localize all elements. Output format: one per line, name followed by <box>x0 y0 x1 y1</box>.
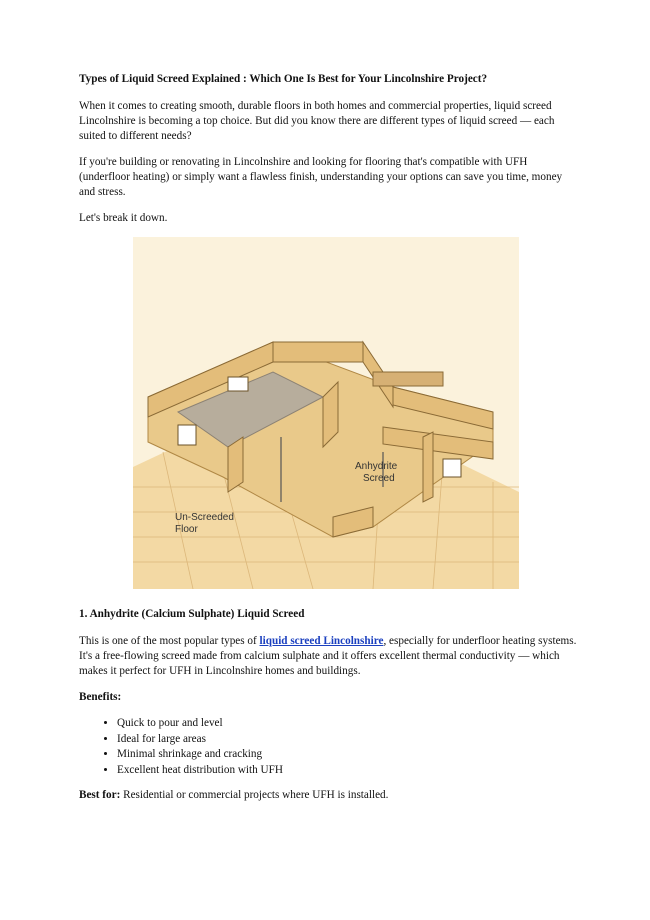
benefits-list <box>79 716 579 778</box>
label-anhydrite-line-2: Screed <box>363 473 395 484</box>
article-title: Types of Liquid Screed Explained : Which One Is Best for Your Lincolnshire Project? <box>79 73 488 85</box>
section-1-body-end: , especially for underfloor heating systems. It's a free-flowing screed made from calcium sulphate and it offers excellent thermal conductivity — which makes it perfect for UFH in Lincolnshire homes and buildings. <box>79 635 577 677</box>
benefit-item: • Ideal for large areas <box>117 732 579 748</box>
best-for-text: Residential or commercial projects where UFH is installed. <box>120 789 389 801</box>
liquid-screed-link[interactable]: liquid screed Lincolnshire <box>259 635 384 647</box>
kitchen-counter <box>373 372 443 386</box>
intro-paragraph-2: If you're building or renovating in Lincolnshire and looking for flooring that's compatible with UFH (underfloor heating) or simply want a flawless finish, understanding your options can save you time, money and stress. <box>79 156 563 198</box>
floor-plan-illustration <box>133 237 519 589</box>
benefit-item: • Minimal shrinkage and cracking <box>117 747 579 763</box>
section-1-body-start: This is one of the most popular types of <box>79 635 260 647</box>
benefit-item: • Excellent heat distribution with UFH <box>117 763 579 779</box>
article-body <box>79 72 579 814</box>
intro-paragraph-3: Let's break it down. <box>79 212 168 224</box>
label-unscreeded-line-2: Floor <box>175 524 198 535</box>
label-unscreeded-line-1: Un-Screeded <box>175 512 234 523</box>
intro-paragraph-1: When it comes to creating smooth, durable floors in both homes and commercial properties, liquid screed Lincolnshire is becoming a top choice. But did you know there are different types of liquid screed — each suited to different needs? <box>79 100 555 142</box>
benefit-item: • Quick to pour and level <box>117 716 579 732</box>
section-1-body <box>79 634 579 679</box>
best-for-label: Best for: <box>79 789 121 801</box>
floor-plan-svg <box>133 237 519 589</box>
label-anhydrite-line-1: Anhydrite <box>355 461 398 472</box>
section-1-heading: 1. Anhydrite (Calcium Sulphate) Liquid Screed <box>79 608 305 620</box>
benefits-label: Benefits: <box>79 691 122 703</box>
best-for-paragraph <box>79 788 579 803</box>
